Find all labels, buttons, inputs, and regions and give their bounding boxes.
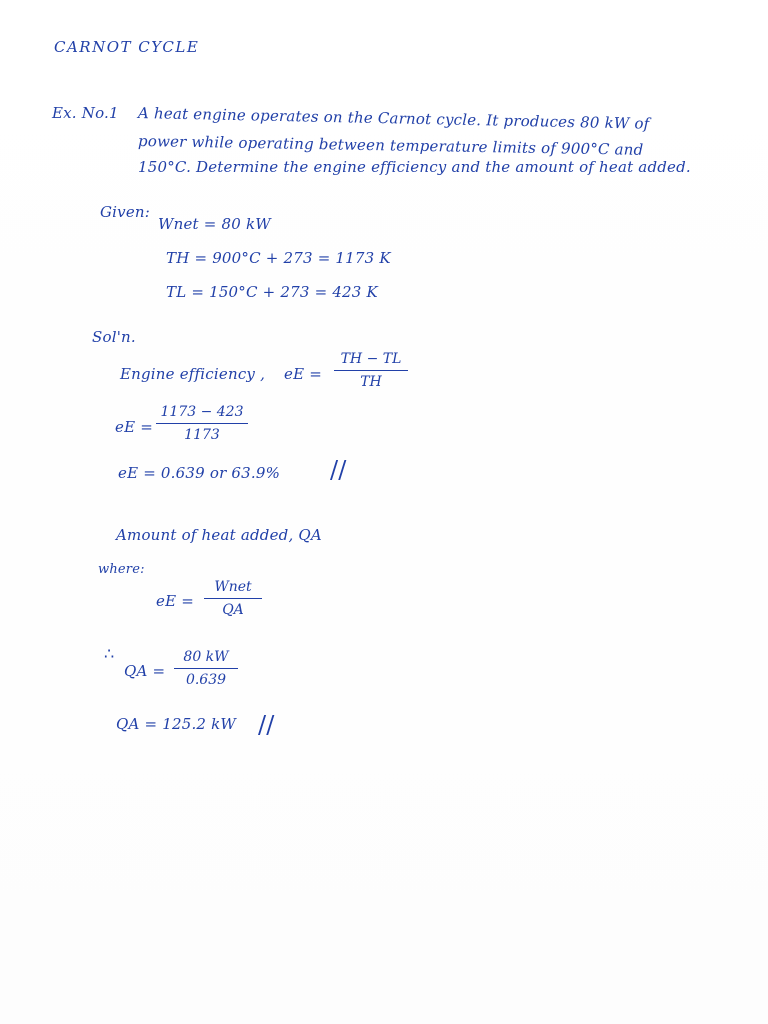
formula-numerator: 80 kW (183, 649, 229, 665)
fraction-bar (334, 370, 408, 371)
heat-result: QA = 125.2 kW (116, 715, 237, 733)
problem-line-2: power while operating between temperature limits of 900°C and (137, 132, 644, 159)
step4-lhs: eE = (156, 592, 194, 610)
substitution-formula (156, 403, 248, 444)
fraction-bar (156, 423, 248, 424)
heat-substitution (174, 648, 238, 689)
given-wnet: Wnet = 80 kW (158, 215, 271, 233)
given-tl: TL = 150°C + 273 = 423 K (166, 283, 378, 301)
heat-added-label: Amount of heat added, QA (116, 526, 322, 544)
given-th: TH = 900°C + 273 = 1173 K (166, 249, 391, 267)
formula-denominator: TH (360, 374, 382, 390)
fraction-bar (174, 668, 238, 669)
efficiency-label: Engine efficiency , (120, 365, 266, 383)
efficiency-formula (334, 350, 408, 391)
where-label: where: (98, 562, 145, 577)
formula-denominator: QA (222, 602, 244, 618)
formula-numerator: 1173 − 423 (160, 404, 244, 420)
formula-denominator: 1173 (184, 427, 220, 443)
heat-formula (204, 578, 262, 619)
efficiency-symbol: eE = (284, 365, 322, 383)
problem-line-1: A heat engine operates on the Carnot cycle. It produces 80 kW of (137, 104, 650, 133)
therefore-symbol: ∴ (104, 644, 115, 663)
given-label: Given: (100, 203, 151, 221)
formula-denominator: 0.639 (185, 672, 227, 688)
step2-lhs: eE = (115, 418, 153, 436)
fraction-bar (204, 598, 262, 599)
formula-numerator: TH − TL (340, 351, 402, 367)
page-title: CARNOT CYCLE (54, 38, 200, 56)
problem-line-3: 150°C. Determine the engine efficiency and the amount of heat added. (138, 158, 691, 176)
step5-lhs: QA = (124, 662, 166, 680)
formula-numerator: Wnet (214, 579, 252, 595)
answer-end-mark-2: // (258, 711, 275, 739)
solution-label: Sol'n. (92, 328, 136, 346)
answer-end-mark: // (330, 456, 347, 484)
example-label: Ex. No.1 (52, 104, 119, 122)
efficiency-result: eE = 0.639 or 63.9% (118, 464, 281, 482)
